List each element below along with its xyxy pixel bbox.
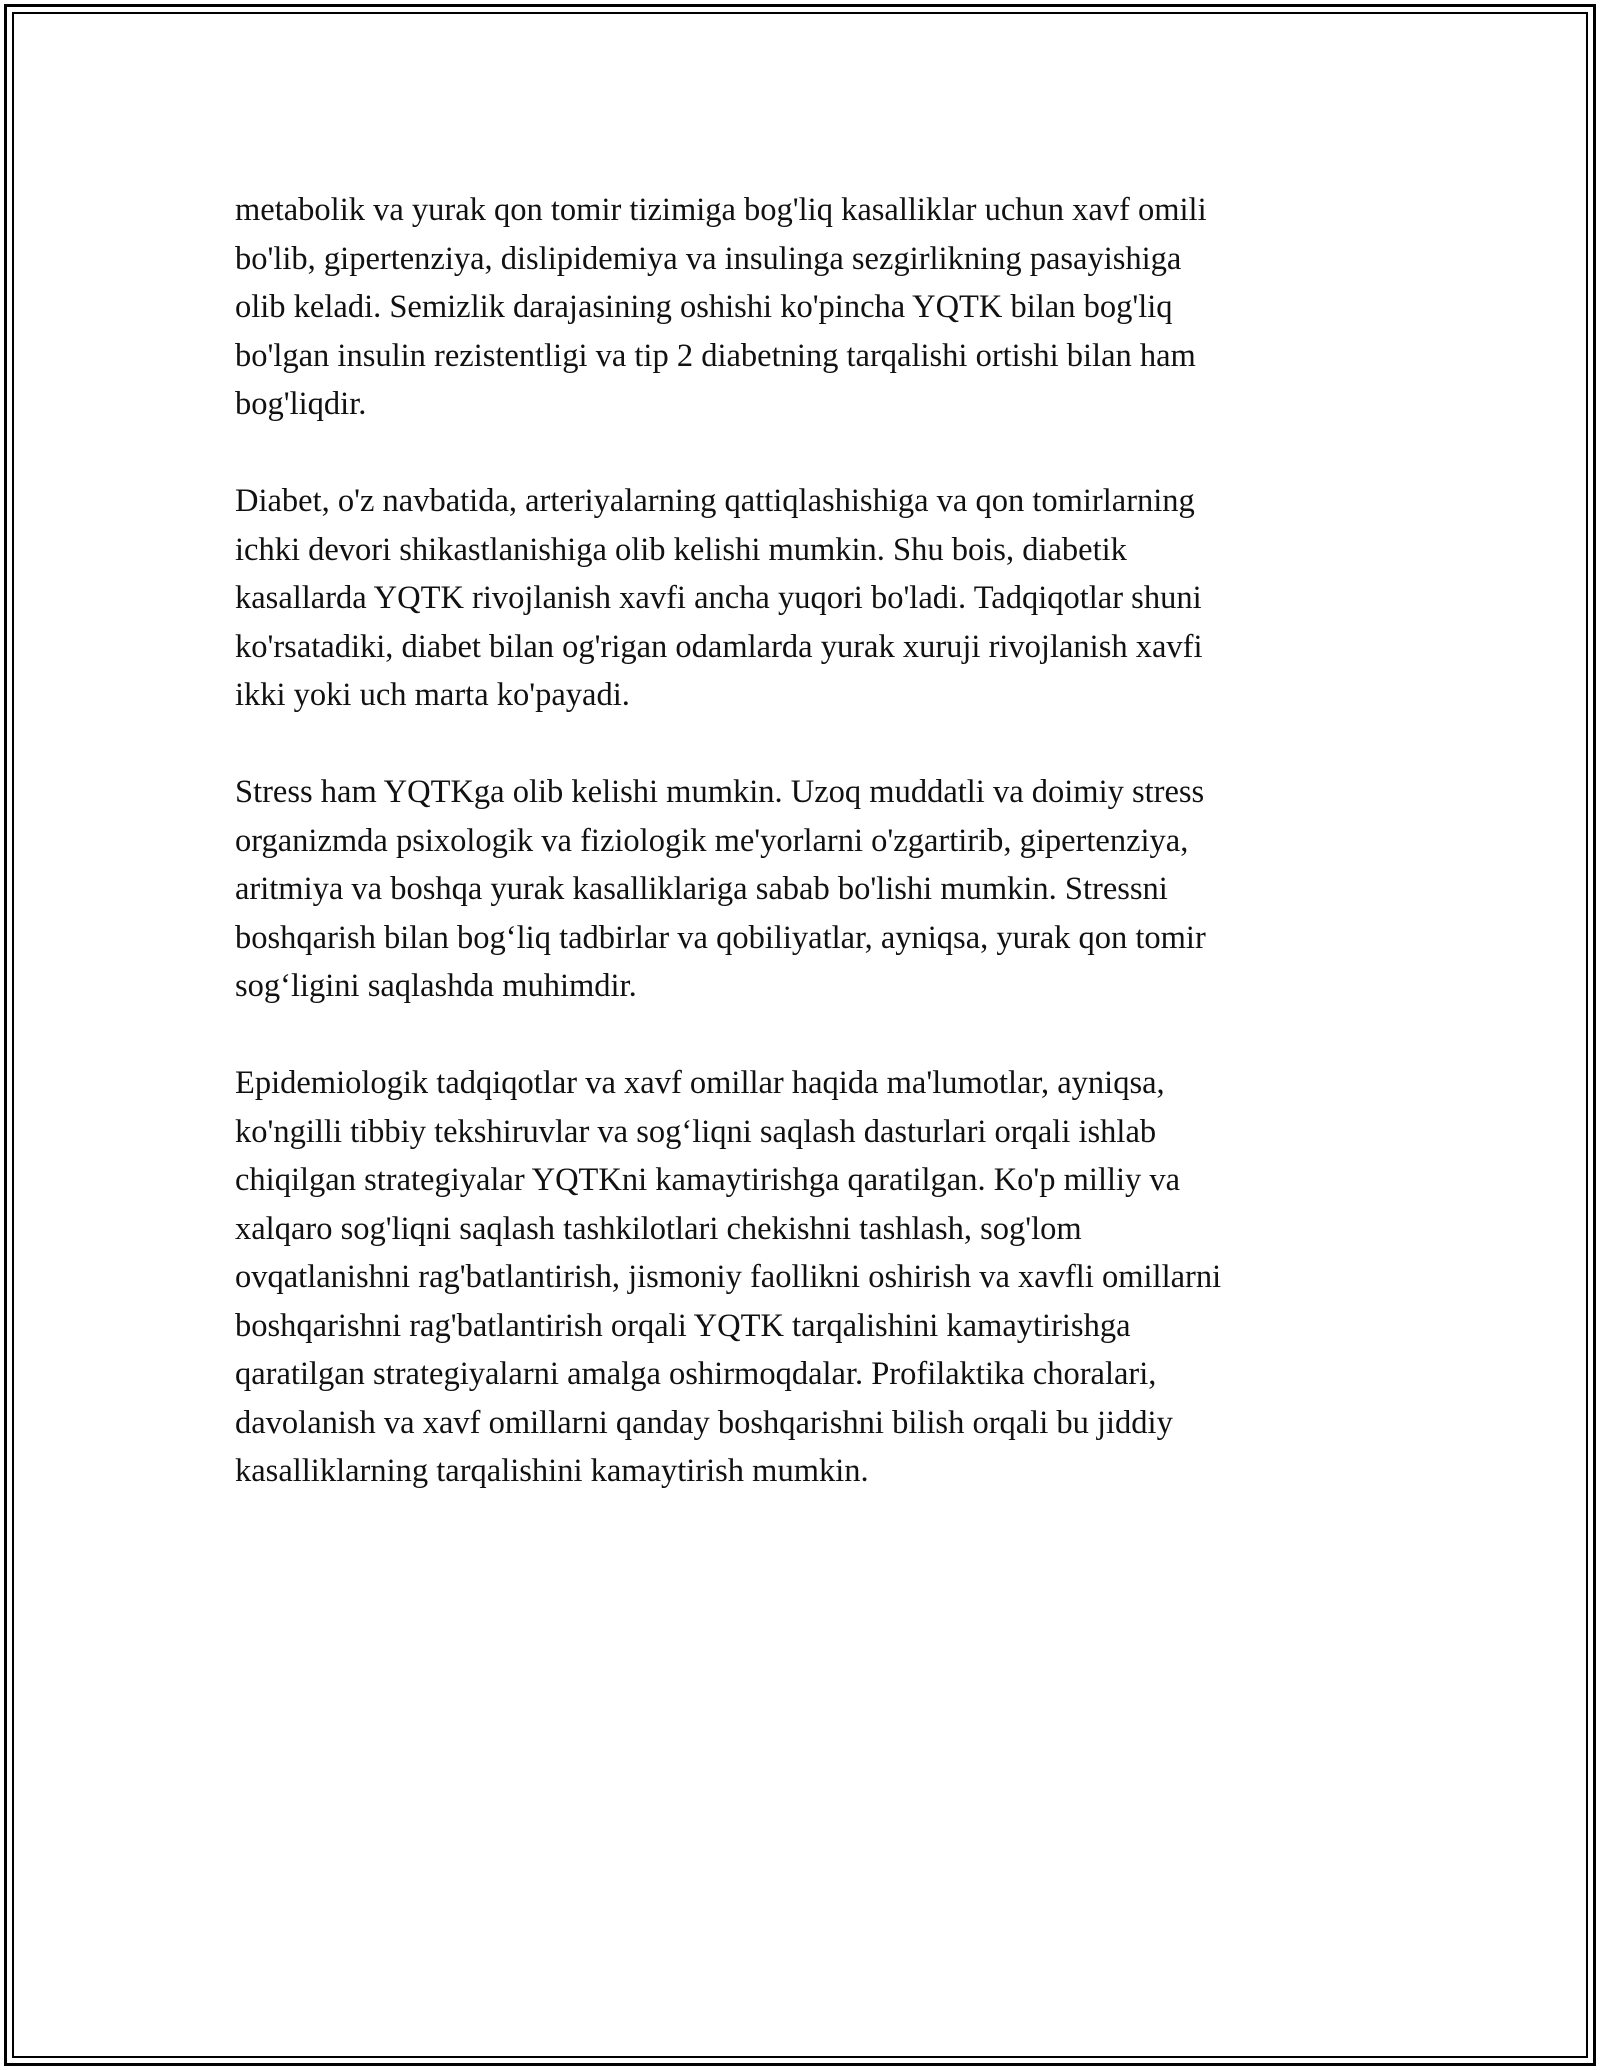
paragraph-diabetes: [235, 477, 1370, 720]
paragraph-epidemiology: [235, 1059, 1370, 1496]
text-line: Stress ham YQTKga olib kelishi mumkin. Uzoq muddatli va doimiy stress: [235, 774, 1205, 810]
text-line: Epidemiologik tadqiqotlar va xavf omillar haqida ma'lumotlar, ayniqsa,: [235, 1065, 1165, 1101]
text-line: aritmiya va boshqa yurak kasalliklariga sabab bo'lishi mumkin. Stressni: [235, 871, 1168, 907]
text-line: ichki devori shikastlanishiga olib kelishi mumkin. Shu bois, diabetik: [235, 531, 1127, 568]
text-line: bog'liqdir.: [235, 386, 367, 422]
document-body: [235, 186, 1370, 1544]
text-line: ovqatlanishni rag'batlantirish, jismoniy faollikni oshirish va xavfli omillarni: [235, 1259, 1222, 1295]
text-line: xalqaro sog'liqni saqlash tashkilotlari chekishni tashlash, sog'lom: [235, 1210, 1082, 1247]
text-line: sog‘ligini saqlashda muhimdir.: [235, 968, 637, 1004]
text-line: ikki yoki uch marta ko'payadi.: [235, 677, 630, 713]
text-line: kasallarda YQTK rivojlanish xavfi ancha yuqori bo'ladi. Tadqiqotlar shuni: [235, 580, 1202, 616]
text-line: boshqarishni rag'batlantirish orqali YQTK tarqalishini kamaytirishga: [235, 1307, 1131, 1344]
text-line: qaratilgan strategiyalarni amalga oshirmoqdalar. Profilaktika choralari,: [235, 1356, 1157, 1392]
paragraph-obesity: [235, 186, 1370, 429]
text-line: Diabet, o'z navbatida, arteriyalarning qattiqlashishiga va qon tomirlarning: [235, 483, 1195, 519]
text-line: metabolik va yurak qon tomir tizimiga bog'liq kasalliklar uchun xavf omili: [235, 192, 1207, 228]
text-line: organizmda psixologik va fiziologik me'yorlarni o'zgartirib, gipertenziya,: [235, 822, 1189, 859]
paragraph-stress: [235, 768, 1370, 1011]
text-line: boshqarish bilan bog‘liq tadbirlar va qobiliyatlar, ayniqsa, yurak qon tomir: [235, 919, 1206, 956]
text-line: ko'ngilli tibbiy tekshiruvlar va sog‘liqni saqlash dasturlari orqali ishlab: [235, 1113, 1157, 1150]
text-line: chiqilgan strategiyalar YQTKni kamaytirishga qaratilgan. Ko'p milliy va: [235, 1162, 1181, 1198]
text-line: olib keladi. Semizlik darajasining oshishi ko'pincha YQTK bilan bog'liq: [235, 289, 1173, 325]
text-line: ko'rsatadiki, diabet bilan og'rigan odamlarda yurak xuruji rivojlanish xavfi: [235, 628, 1203, 665]
text-line: bo'lib, gipertenziya, dislipidemiya va insulinga sezgirlikning pasayishiga: [235, 240, 1182, 277]
text-line: kasalliklarning tarqalishini kamaytirish mumkin.: [235, 1453, 869, 1489]
text-line: bo'lgan insulin rezistentligi va tip 2 diabetning tarqalishi ortishi bilan ham: [235, 337, 1196, 374]
text-line: davolanish va xavf omillarni qanday boshqarishni bilish orqali bu jiddiy: [235, 1404, 1173, 1441]
